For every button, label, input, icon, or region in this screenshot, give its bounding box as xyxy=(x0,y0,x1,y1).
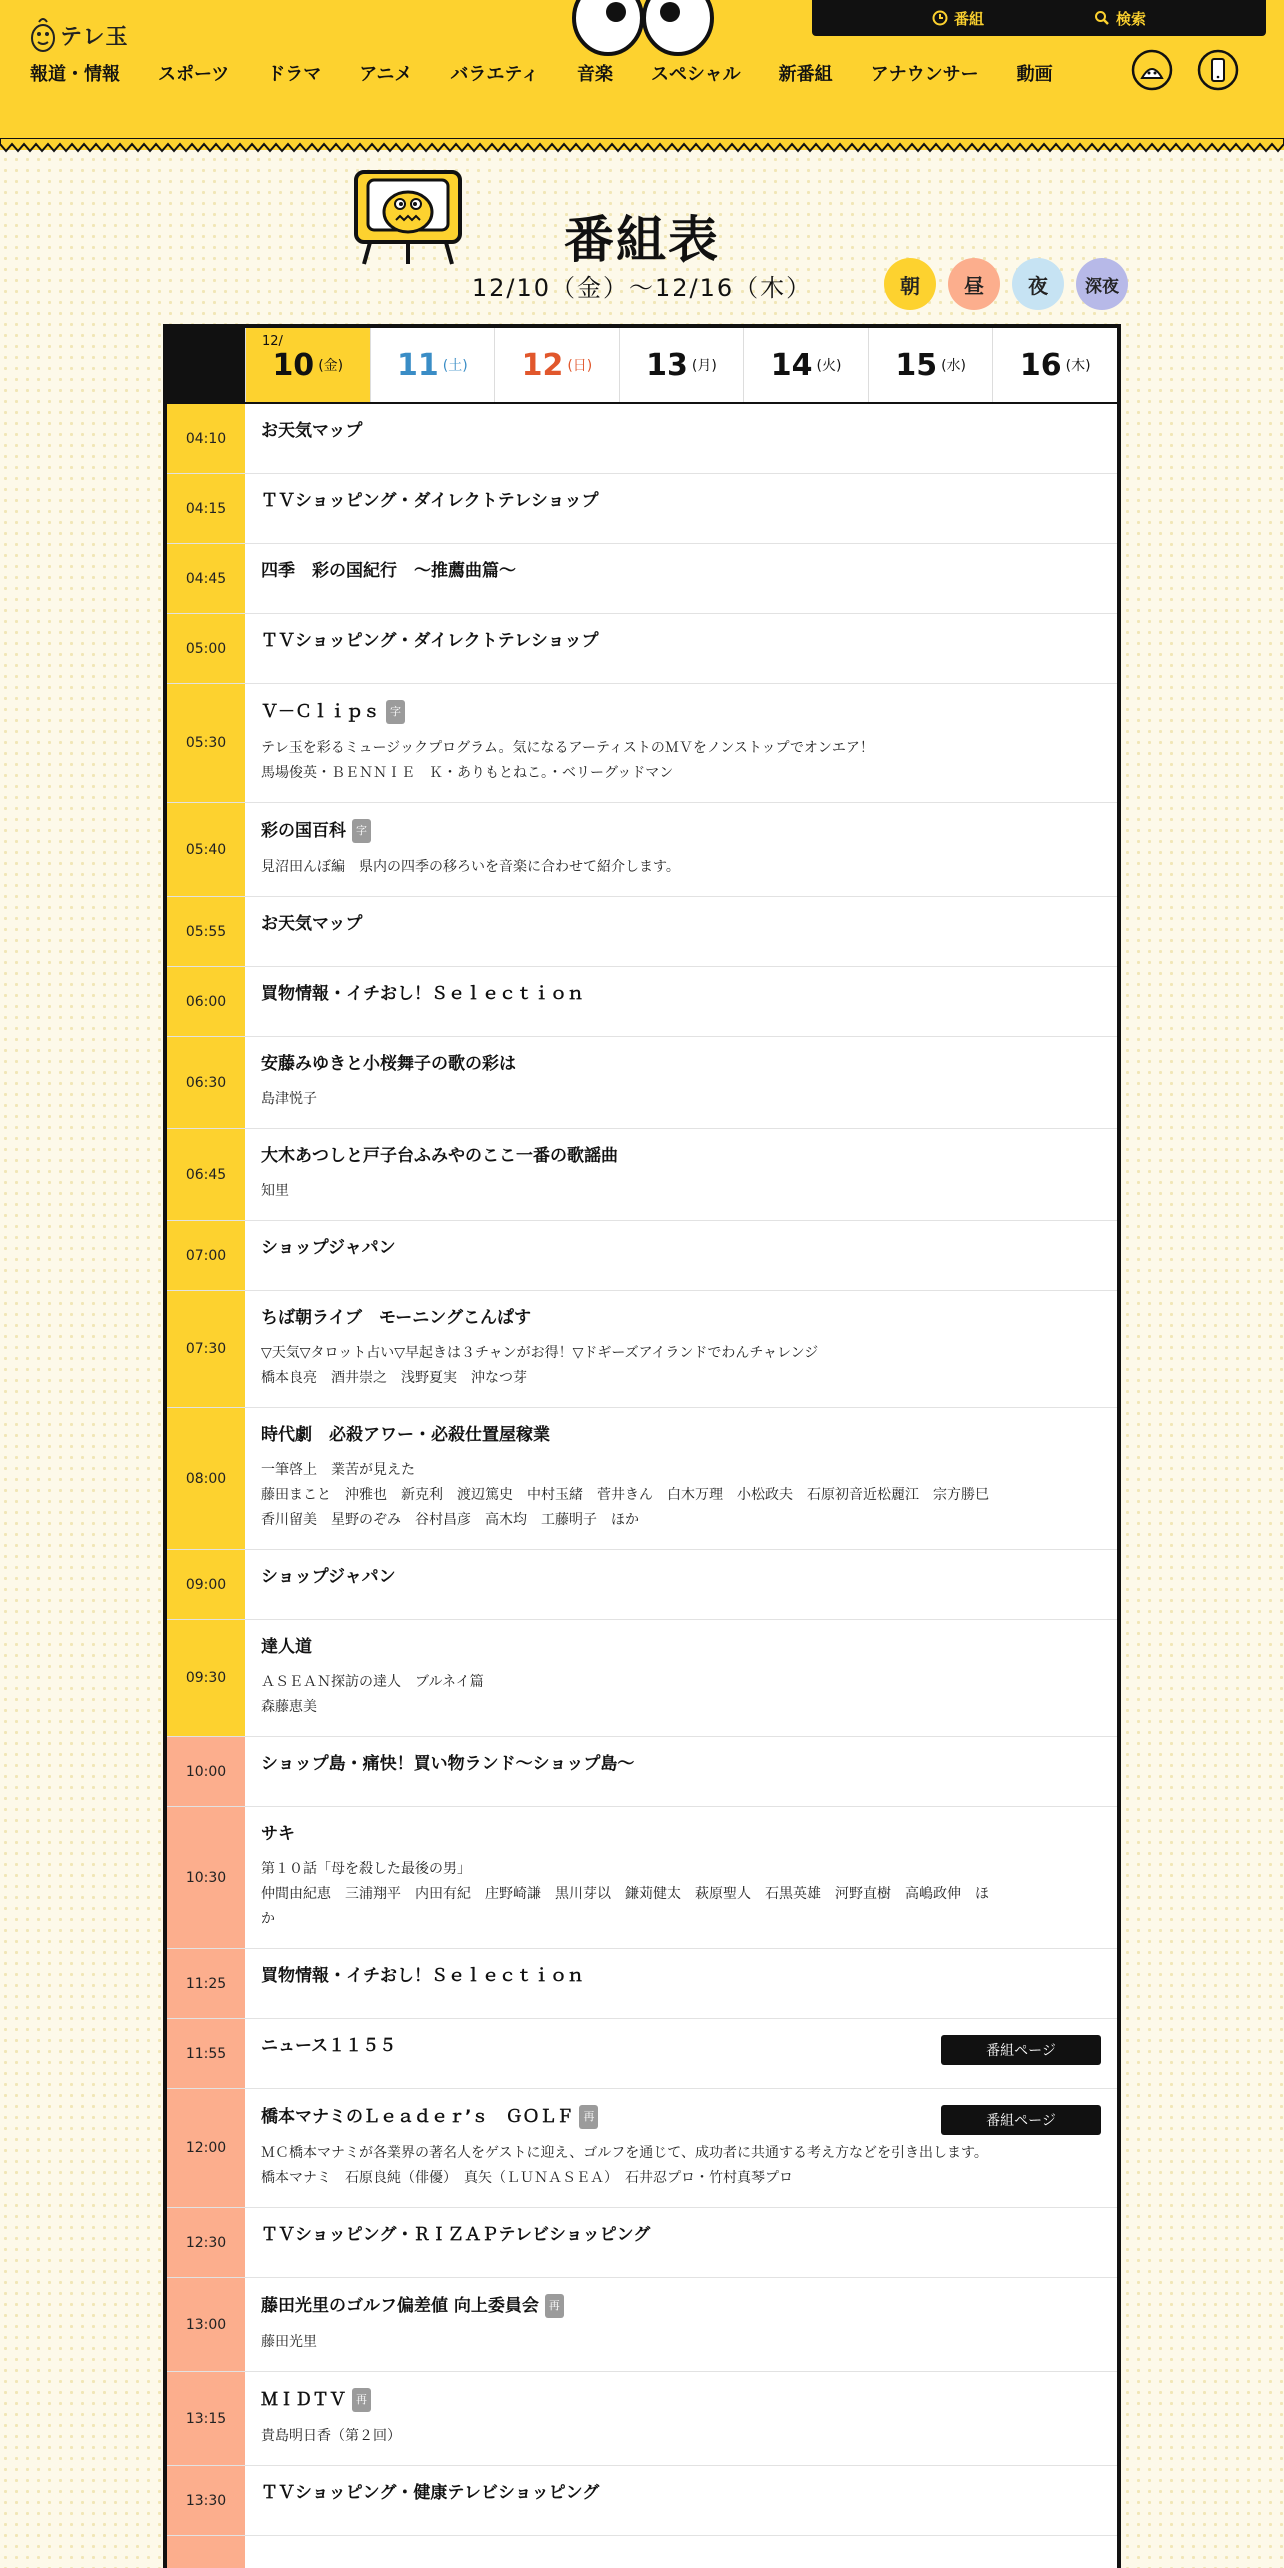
program-title-line xyxy=(261,2388,1099,2412)
program-start-time: 05:55 xyxy=(167,897,245,966)
program-cell[interactable] xyxy=(245,1037,1117,1128)
program-title-line xyxy=(261,420,1099,442)
program-start-time: 06:45 xyxy=(167,1129,245,1220)
program-guide-link[interactable] xyxy=(932,8,984,29)
nav-item-drama[interactable]: ドラマ xyxy=(267,64,322,85)
page-title: 番組表 xyxy=(564,211,720,269)
mobile-round-icon[interactable] xyxy=(1196,48,1240,92)
header-zigzag-border xyxy=(0,138,1284,154)
day-tab-weekday: (月) xyxy=(691,358,717,374)
program-cell[interactable] xyxy=(245,2089,1117,2207)
main-nav xyxy=(30,60,1091,86)
program-description: 知里 xyxy=(261,1183,289,1199)
program-title-line xyxy=(261,700,1099,724)
program-title: サキ xyxy=(261,1824,295,1844)
program-cell[interactable] xyxy=(245,2372,1117,2465)
late-night-button[interactable]: 深夜 xyxy=(1076,258,1128,310)
search-link[interactable] xyxy=(1094,8,1146,29)
day-tab-date: 16 xyxy=(1019,347,1062,383)
program-row xyxy=(167,1737,1117,1807)
top-utility-bar xyxy=(812,0,1266,36)
program-cell[interactable] xyxy=(245,544,1117,613)
day-tab-15[interactable] xyxy=(868,328,993,402)
program-start-time: 10:00 xyxy=(167,1737,245,1806)
program-start-time: 09:30 xyxy=(167,1620,245,1736)
day-tab-date: 14 xyxy=(770,347,813,383)
program-title: ショップ島・痛快！買い物ランド～ショップ島～ xyxy=(261,1754,635,1774)
program-description: 一筆啓上 業苦が見えた 藤田まこと 沖雅也 新克利 渡辺篤史 中村玉緒 菅井きん 白木万理 小松政夫 石原初音近松麗江 宗方勝巳 香川留美 星野のぞみ 谷村昌彦 高木均 工藤明子 ほか xyxy=(261,1462,989,1528)
program-title: 買物情報・イチおし！Ｓｅｌｅｃｔｉｏｎ xyxy=(261,984,584,1004)
day-tab-weekday: (日) xyxy=(567,358,593,374)
program-title-line xyxy=(261,1753,1099,1775)
program-row xyxy=(167,544,1117,614)
program-title-line xyxy=(261,1636,1099,1658)
program-row xyxy=(167,1620,1117,1737)
nav-item-video[interactable]: 動画 xyxy=(1016,64,1053,85)
program-row xyxy=(167,2089,1117,2208)
day-tab-weekday: (木) xyxy=(1065,358,1091,374)
program-title-line xyxy=(261,560,1099,582)
program-description: 島津悦子 xyxy=(261,1091,317,1107)
program-description: 貴島明日香（第２回） xyxy=(261,2428,401,2444)
program-row xyxy=(167,474,1117,544)
program-cell[interactable] xyxy=(245,2536,1117,2568)
mascot-eyes-icon xyxy=(568,0,718,60)
evening-button[interactable]: 夜 xyxy=(1012,258,1064,310)
program-cell[interactable] xyxy=(245,1129,1117,1220)
caption-badge: 字 xyxy=(352,819,371,843)
program-title: 安藤みゆきと小桜舞子の歌の彩は xyxy=(261,1054,516,1074)
program-row xyxy=(167,1807,1117,1949)
nav-item-anime[interactable]: アニメ xyxy=(359,64,413,85)
program-title-line xyxy=(261,913,1099,935)
nav-item-new-programs[interactable]: 新番組 xyxy=(778,64,833,85)
program-start-time: 13:30 xyxy=(167,2466,245,2535)
program-title: 彩の国百科 xyxy=(261,821,346,841)
site-logo[interactable] xyxy=(30,16,129,54)
program-row xyxy=(167,967,1117,1037)
logo-text: テレ玉 xyxy=(60,24,129,50)
program-row xyxy=(167,1949,1117,2019)
program-title-line xyxy=(261,1053,1099,1075)
program-title-line xyxy=(261,1424,1099,1446)
program-start-time: 08:00 xyxy=(167,1408,245,1549)
program-row xyxy=(167,2372,1117,2466)
day-tab-weekday: (火) xyxy=(816,358,842,374)
nav-item-sports[interactable]: スポーツ xyxy=(158,64,230,85)
program-start-time: 04:45 xyxy=(167,544,245,613)
program-row xyxy=(167,2208,1117,2278)
program-title: 大木あつしと戸子台ふみやのここ一番の歌謡曲 xyxy=(261,1146,618,1166)
program-cell[interactable] xyxy=(245,2278,1117,2371)
program-row xyxy=(167,1129,1117,1221)
day-tab-weekday: (土) xyxy=(442,358,468,374)
day-tab-weekday: (水) xyxy=(941,358,967,374)
program-start-time: 13:15 xyxy=(167,2372,245,2465)
program-start-time: 07:30 xyxy=(167,1291,245,1407)
nav-item-announcer[interactable]: アナウンサー xyxy=(870,64,979,85)
program-title-line xyxy=(261,1566,1099,1588)
program-cell[interactable] xyxy=(245,614,1117,683)
program-start-time: 09:00 xyxy=(167,1550,245,1619)
program-title: 買物情報・イチおし！Ｓｅｌｅｃｔｉｏｎ xyxy=(261,1966,584,1986)
program-list xyxy=(167,404,1117,2568)
program-description: テレ玉を彩るミュージックプログラム。気になるアーティストのＭＶをノンストップでオンエア！ 馬場俊英・ＢＥＮＮＩＥ Ｋ・ありもとねこ。・ベリーグッドマン xyxy=(261,740,874,781)
schedule-table xyxy=(163,324,1121,2568)
program-row xyxy=(167,2019,1117,2089)
clock-icon xyxy=(932,10,948,26)
program-title: お天気マップ xyxy=(261,914,363,934)
program-cell[interactable] xyxy=(245,1221,1117,1290)
program-title-line xyxy=(261,819,1099,843)
program-title: ニュース１１５５ xyxy=(261,2036,397,2056)
program-cell[interactable] xyxy=(245,803,1117,896)
program-cell[interactable] xyxy=(245,2208,1117,2277)
program-start-time: 11:55 xyxy=(167,2019,245,2088)
program-description: 第１０話「母を殺した最後の男」 仲間由紀恵 三浦翔平 内田有紀 庄野崎謙 黒川芽以 鎌苅健太 萩原聖人 石黒英雄 河野直樹 高嶋政伸 ほ か xyxy=(261,1861,989,1927)
program-cell[interactable] xyxy=(245,1620,1117,1736)
program-title: 藤田光里のゴルフ偏差値 向上委員会 xyxy=(261,2296,539,2316)
program-start-time: 05:00 xyxy=(167,614,245,683)
time-of-day-selector xyxy=(884,258,1128,310)
program-title-line xyxy=(261,2294,1099,2318)
nav-item-variety[interactable]: バラエティ xyxy=(450,64,539,85)
program-row xyxy=(167,1037,1117,1129)
rerun-badge: 再 xyxy=(579,2105,598,2129)
day-tabs xyxy=(167,328,1117,404)
program-row xyxy=(167,2278,1117,2372)
program-title-line xyxy=(261,630,1099,652)
program-title-line xyxy=(261,983,1099,1005)
program-cell[interactable] xyxy=(245,1807,1117,1948)
program-description: ＡＳＥＡＮ探訪の達人 ブルネイ篇 森藤恵美 xyxy=(261,1674,484,1715)
program-start-time: 04:15 xyxy=(167,474,245,543)
program-title: ＴＶショッピング・ＲＩＺＡＰテレビショッピング xyxy=(261,2225,651,2245)
day-tab-12[interactable] xyxy=(494,328,619,402)
program-title: ＴＶショッピング・健康テレビショッピング xyxy=(261,2483,600,2503)
program-title-line xyxy=(261,1145,1099,1167)
program-title: Ｖ－Ｃｌｉｐｓ xyxy=(261,702,380,722)
site-header xyxy=(0,0,1284,150)
program-title: 達人道 xyxy=(261,1637,312,1657)
program-title: ショップジャパン xyxy=(261,1238,396,1258)
program-row xyxy=(167,1221,1117,1291)
nav-item-music[interactable]: 音楽 xyxy=(576,64,613,85)
program-cell[interactable] xyxy=(245,474,1117,543)
program-start-time: 06:00 xyxy=(167,967,245,1036)
program-title-line xyxy=(261,2224,1099,2246)
program-title-line xyxy=(261,1965,1099,1987)
day-tab-weekday: (金) xyxy=(318,358,344,374)
program-title: 橋本マナミのＬｅａｄｅｒ’ｓ ＧＯＬＦ xyxy=(261,2107,574,2127)
program-title: ショップジャパン xyxy=(261,1567,396,1587)
program-title-line xyxy=(261,1823,1099,1845)
program-cell[interactable] xyxy=(245,684,1117,802)
program-start-time: 12:00 xyxy=(167,2089,245,2207)
program-row xyxy=(167,803,1117,897)
program-title: ＭＩＤＴＶ xyxy=(261,2390,346,2410)
program-start-time: 10:30 xyxy=(167,1807,245,1948)
rerun-badge: 再 xyxy=(545,2294,564,2318)
rerun-badge: 再 xyxy=(352,2388,371,2412)
nav-item-special[interactable]: スペシャル xyxy=(650,64,741,85)
program-title: ＴＶショッピング・ダイレクトテレショップ xyxy=(261,491,599,511)
day-tab-11[interactable] xyxy=(370,328,495,402)
program-start-time: 11:25 xyxy=(167,1949,245,2018)
day-tab-13[interactable] xyxy=(619,328,744,402)
program-cell[interactable] xyxy=(245,1949,1117,2018)
day-tab-month: 12/ xyxy=(262,334,283,349)
day-tab-16[interactable] xyxy=(992,328,1117,402)
program-title-line xyxy=(261,1307,1099,1329)
program-title: 時代劇 必殺アワー・必殺仕置屋稼業 xyxy=(261,1425,550,1445)
program-cell[interactable] xyxy=(245,1550,1117,1619)
program-description: 藤田光里 xyxy=(261,2334,317,2350)
program-start-time: 07:00 xyxy=(167,1221,245,1290)
program-cell[interactable] xyxy=(245,2466,1117,2535)
day-tab-date: 11 xyxy=(397,347,439,383)
program-cell[interactable] xyxy=(245,1737,1117,1806)
program-cell[interactable] xyxy=(245,897,1117,966)
daytime-button[interactable]: 昼 xyxy=(948,258,1000,310)
program-guide-label: 番組 xyxy=(953,9,984,28)
program-title: お天気マップ xyxy=(261,421,363,441)
program-description: ＭＣ橋本マナミが各業界の著名人をゲストに迎え、ゴルフを通じて、成功者に共通する考え方などを引き出します。 橋本マナミ 石原良純（俳優） 真矢（ＬＵＮＡＳＥＡ） 石井忍プロ・竹村真琴プロ xyxy=(261,2145,988,2186)
program-row xyxy=(167,1408,1117,1550)
program-description: ▽天気▽タロット占い▽早起きは３チャンがお得！▽ドギーズアイランドでわんチャレンジ 橋本良亮 酒井崇之 浅野夏実 沖なつ芽 xyxy=(261,1345,819,1386)
program-row xyxy=(167,2536,1117,2568)
program-start-time: 06:30 xyxy=(167,1037,245,1128)
day-tab-14[interactable] xyxy=(743,328,868,402)
caption-badge: 字 xyxy=(386,700,405,724)
program-start-time: 13:00 xyxy=(167,2278,245,2371)
day-tab-date: 15 xyxy=(895,347,938,383)
day-tab-date: 12 xyxy=(521,347,564,383)
header-round-icons xyxy=(1130,48,1240,92)
program-cell[interactable] xyxy=(245,967,1117,1036)
day-tab-date: 10 xyxy=(272,347,315,383)
nav-item-news[interactable]: 報道・情報 xyxy=(30,64,120,85)
program-cell[interactable] xyxy=(245,404,1117,473)
program-description: 見沼田んぼ編 県内の四季の移ろいを音楽に合わせて紹介します。 xyxy=(261,859,680,875)
program-start-time: 12:30 xyxy=(167,2208,245,2277)
program-cell[interactable] xyxy=(245,1291,1117,1407)
program-title-line xyxy=(261,490,1099,512)
program-title: ちば朝ライブ モーニングこんぱす xyxy=(261,1308,531,1328)
program-start-time: 05:30 xyxy=(167,684,245,802)
program-cell[interactable] xyxy=(245,1408,1117,1549)
program-row xyxy=(167,1291,1117,1408)
day-tab-10[interactable] xyxy=(245,328,370,402)
search-icon xyxy=(1094,10,1110,26)
program-start-time xyxy=(167,2536,245,2568)
program-title-line xyxy=(261,2482,1099,2504)
program-start-time: 05:40 xyxy=(167,803,245,896)
program-row xyxy=(167,1550,1117,1620)
program-row xyxy=(167,2466,1117,2536)
program-title-line xyxy=(261,1237,1099,1259)
program-row xyxy=(167,404,1117,474)
program-row xyxy=(167,897,1117,967)
program-title: ＴＶショッピング・ダイレクトテレショップ xyxy=(261,631,599,651)
morning-button[interactable]: 朝 xyxy=(884,258,936,310)
program-cell[interactable] xyxy=(245,2019,1117,2088)
program-page-button[interactable]: 番組ページ xyxy=(941,2035,1101,2065)
program-row xyxy=(167,614,1117,684)
search-label: 検索 xyxy=(1116,9,1147,28)
program-title: 四季 彩の国紀行 ～推薦曲篇～ xyxy=(261,561,516,581)
program-start-time: 04:10 xyxy=(167,404,245,473)
program-page-button[interactable]: 番組ページ xyxy=(941,2105,1101,2135)
date-range: 12/10（金）〜12/16（木） xyxy=(471,274,813,302)
day-tabs-corner xyxy=(167,328,245,402)
mascot-logo-icon xyxy=(30,16,56,54)
mascot-round-icon[interactable] xyxy=(1130,48,1174,92)
program-row xyxy=(167,684,1117,803)
day-tab-date: 13 xyxy=(646,347,688,383)
